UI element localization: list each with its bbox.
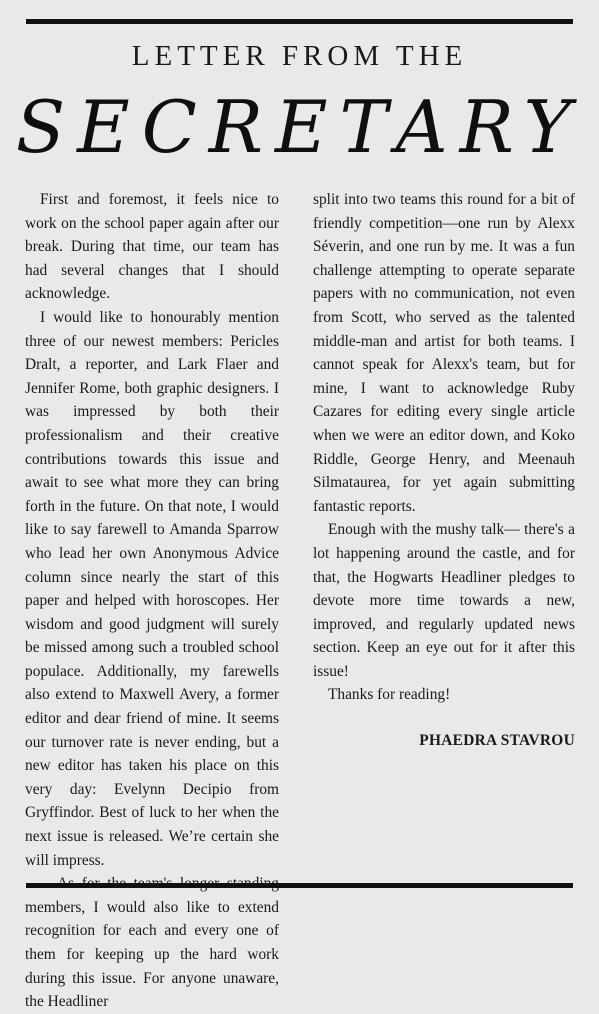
left-column [25, 188, 279, 1014]
bottom-rule [26, 883, 573, 888]
paragraph: Enough with the mushy talk— there's a lot happening around the castle, and for that, the Hogwarts Headliner pledges to devote more time towards a new, improved, and regularly updated news section. Keep an eye out for it after this issue! [313, 521, 575, 680]
paragraph: split into two teams this round for a bit of friendly competition—one run by Alexx Séverin, and one run by me. It was a fun challenge attempting to operate separate papers with no communication, not even from Scott, who served as the talented middle-man and artist for both teams. I cannot speak for Alexx's team, but for mine, I want to acknowledge Ruby Cazares for editing every single article when we were an editor down, and Koko Riddle, George Henry, and Meenauh Silmataurea, for yet again submitting fantastic reports. [313, 191, 575, 515]
paragraph: members, I would also like to extend recognition for each and every one of them for keeping up the hard work during this issue. For anyone unaware, the Headliner [25, 898, 279, 1011]
right-column [313, 188, 575, 753]
paragraph: First and foremost, it feels nice to work on the school paper again after our break. During that time, our team has had several changes that I should acknowledge. [25, 191, 279, 303]
page-title: SECRETARY [15, 85, 584, 169]
top-rule [26, 19, 573, 24]
paragraph: I would like to honourably mention three of our newest members: Pericles Dralt, a reporter, and Lark Flaer and Jennifer Rome, both graphic designers. I was impressed by both their professionalism and their creative contributions towards this issue and await to see what more they can bring forth in the future. On that note, I would like to say farewell to Amanda Sparrow who lead her own Anonymous Advice column since nearly the start of this paper and helped with horoscopes. Her wisdom and good judgment will surely be missed among such a troubled school populace. Additionally, my farewells also extend to Maxwell Avery, a former editor and dear friend of mine. It seems our turnover rate is never ending, but a new editor has taken his place on this very day: Evelynn Decipio from Gryffindor. Best of luck to her when the next issue is released. We’re certain she will impress. [25, 308, 279, 869]
header-kicker: LETTER FROM THE [131, 40, 468, 72]
signature: PHAEDRA STAVROU [419, 732, 575, 750]
closing-line: Thanks for reading! [328, 686, 451, 704]
